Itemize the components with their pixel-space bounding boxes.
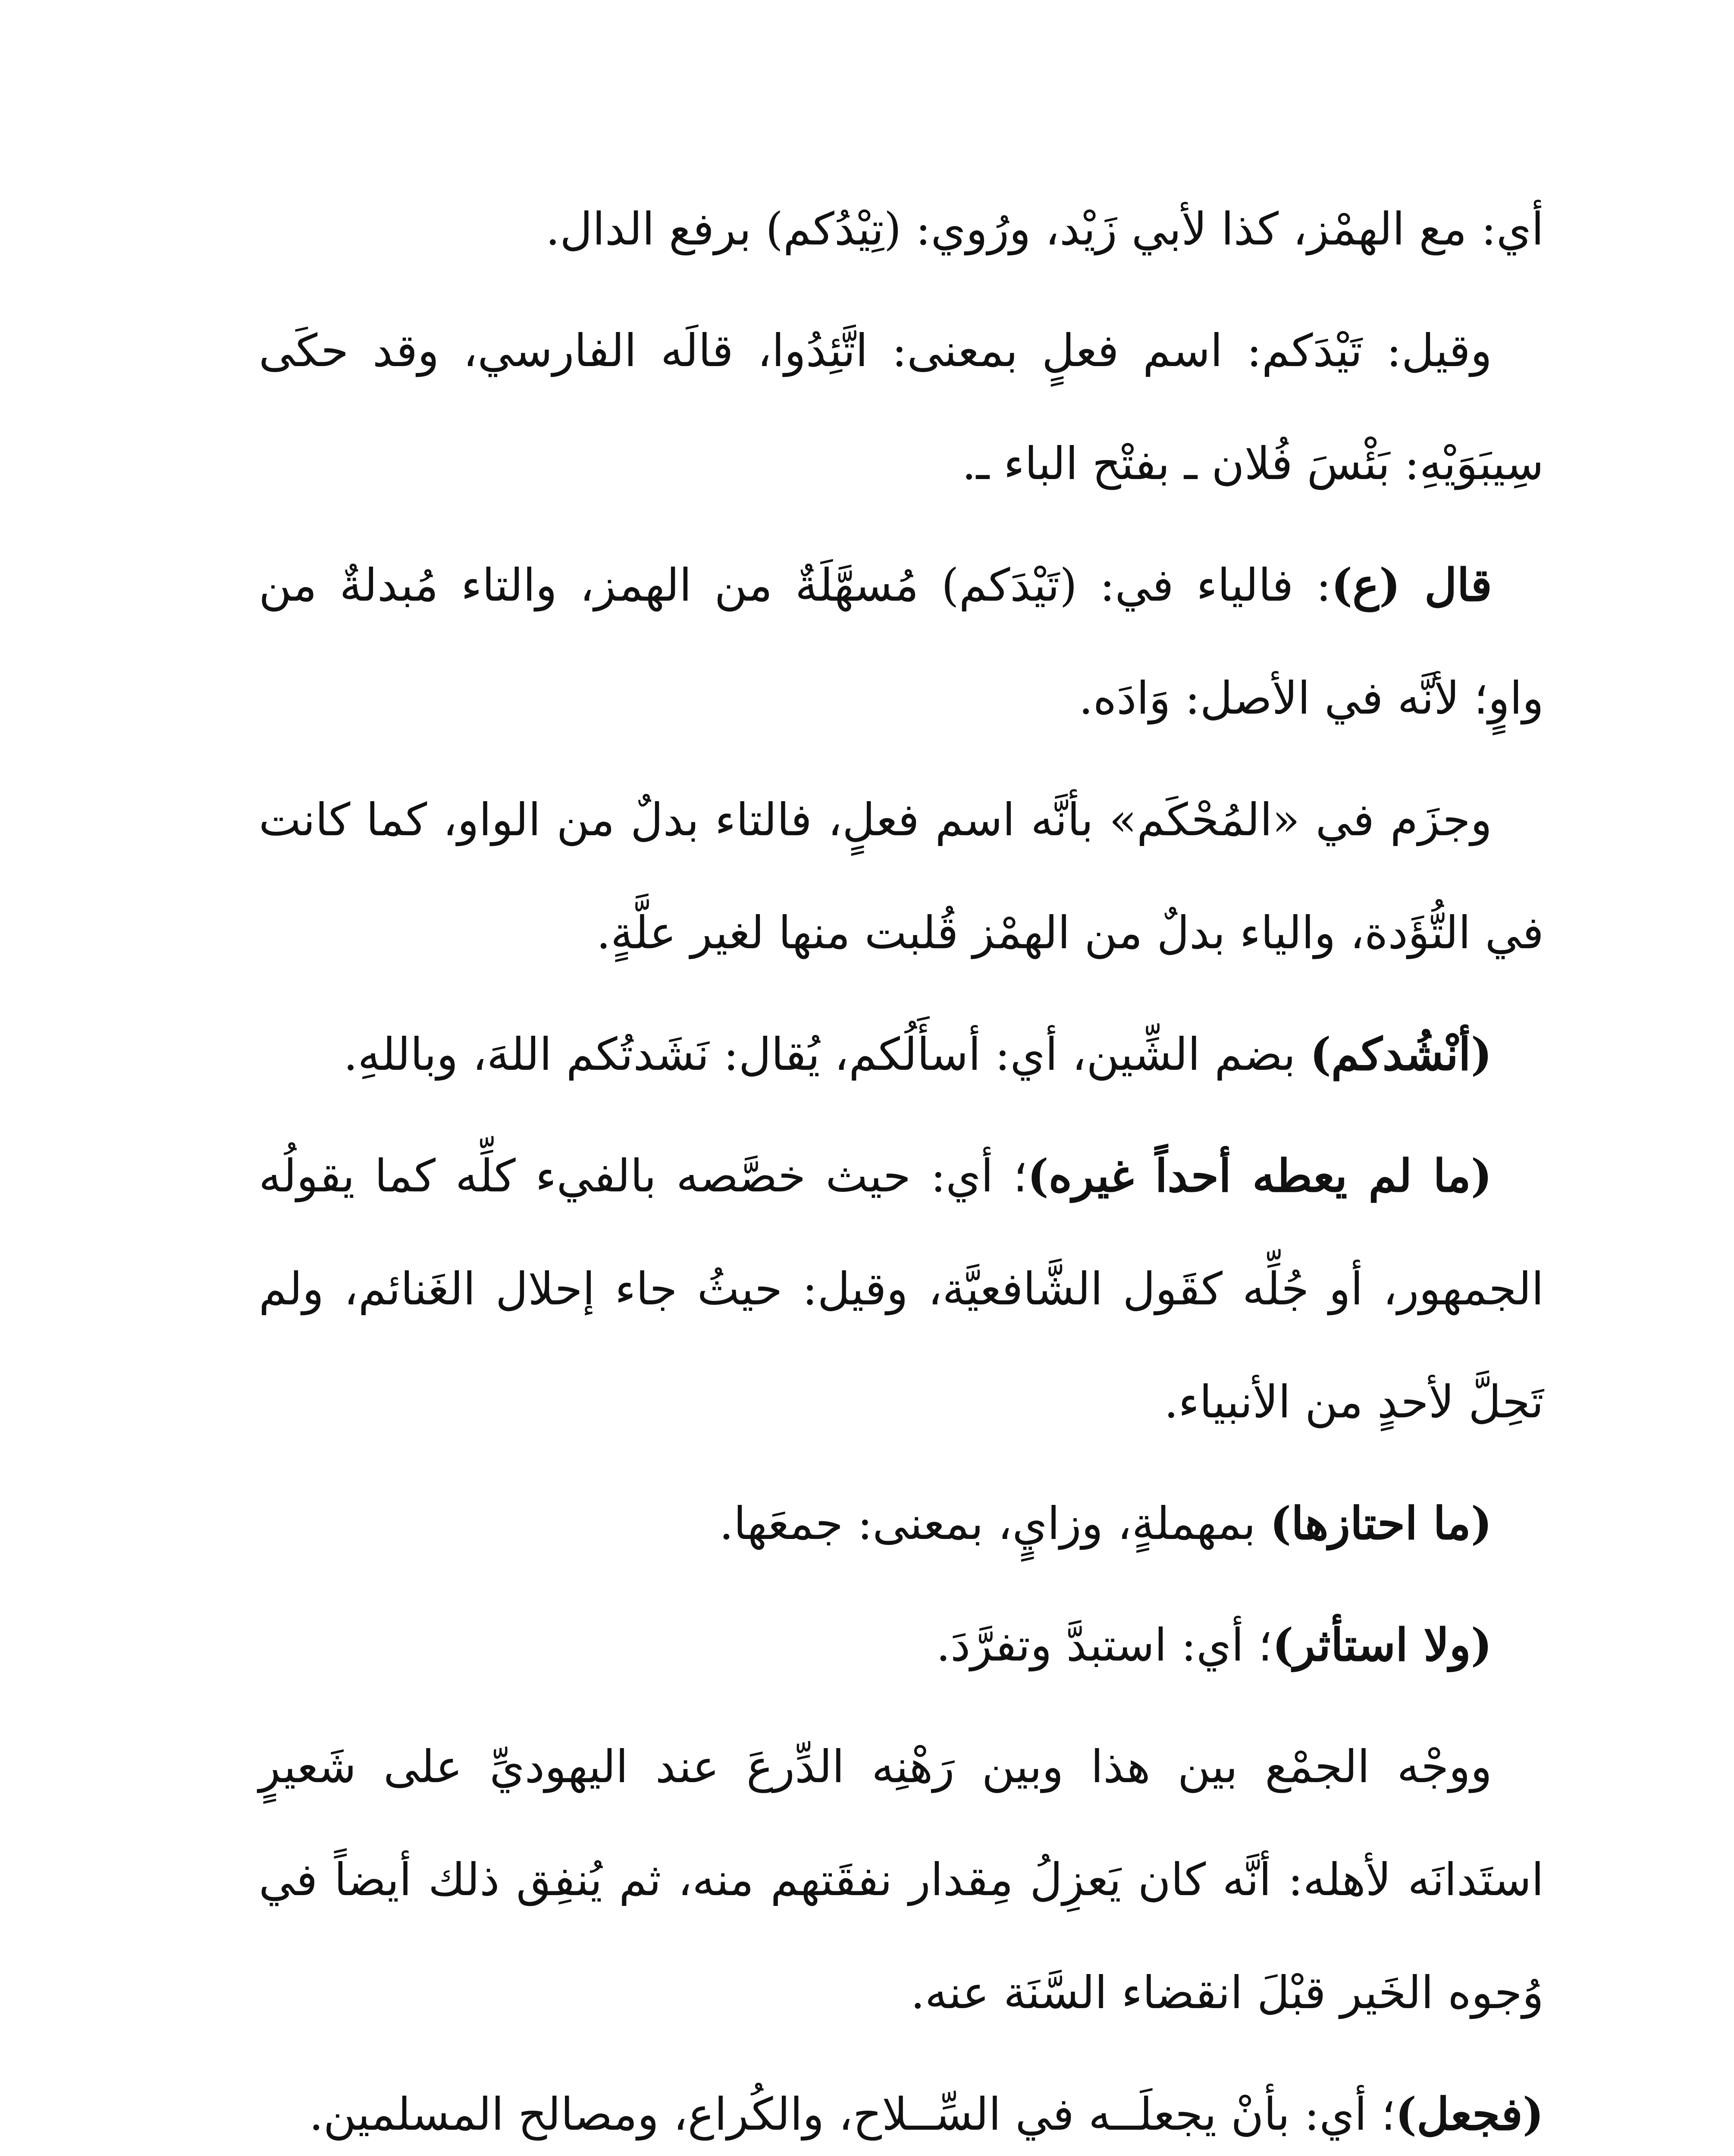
paragraph-2-text: وقيل: تَيْدَكم: اسم فعلٍ بمعنى: اتَّئِدُوا، قالَه الفارسي، وقد حكَى سِيبَوَيْهِ: بَئْسَ فُلان ـ بفتْح الباء ـ. xyxy=(259,324,1544,490)
paragraph-1-text: أي: مع الهمْز، كذا لأبي زَيْد، ورُوي: (تِيْدُكم) برفع الدال. xyxy=(546,203,1544,255)
paragraph-1 xyxy=(259,172,1544,285)
paragraph-3 xyxy=(259,529,1544,755)
paragraph-6-lead: (ما لم يعطه أحداً غيره) xyxy=(1027,1149,1492,1202)
paragraph-6 xyxy=(259,1119,1544,1458)
paragraph-3-lead: قال (ع) xyxy=(1331,558,1493,611)
paragraph-8-lead: (ولا استأثر) xyxy=(1272,1618,1492,1671)
paragraph-7 xyxy=(259,1467,1544,1580)
paragraph-5 xyxy=(259,998,1544,1111)
paragraph-2 xyxy=(259,294,1544,520)
paragraph-4 xyxy=(259,763,1544,989)
paragraph-7-text: بمهملةٍ، وزايٍ، بمعنى: جمعَها. xyxy=(719,1497,1270,1550)
paragraph-10 xyxy=(259,2058,1544,2156)
paragraph-8-text: ؛ أي: استبدَّ وتفرَّدَ. xyxy=(936,1619,1273,1671)
paragraph-9 xyxy=(259,1710,1544,2049)
paragraph-10-lead: (فجعل) xyxy=(1395,2087,1544,2140)
paragraph-5-lead: (أنْشُدكم) xyxy=(1310,1028,1492,1081)
paragraph-10-text: ؛ أي: بأنْ يجعلَــه في السِّــلاح، والكُراع، ومصالح المسلمين. xyxy=(309,2088,1395,2140)
paragraph-4-text: وجزَم في «المُحْكَم» بأنَّه اسم فعلٍ، فالتاء بدلٌ من الواو، كما كانت في التُّؤَدة، والياء بدلٌ من الهمْز قُلبت منها لغير علَّةٍ. xyxy=(259,793,1544,959)
paragraph-6-text: ؛ أي: حيث خصَّصه بالفيء كلِّه كما يقولُه الجمهور، أو جُلِّه كقَول الشَّافعيَّة، وقيل: حيثُ جاء إحلال الغَنائم، ولم تَحِلَّ لأحدٍ من الأنبياء. xyxy=(259,1150,1544,1428)
text-body xyxy=(259,172,1544,2156)
paragraph-8 xyxy=(259,1589,1544,1702)
paragraph-9-text: ووجْه الجمْع بين هذا وبين رَهْنِه الدِّرعَ عند اليهوديِّ على شَعيرٍ استَدانَه لأهله: أنَّه كان يَعزِلُ مِقدار نفقَتهم منه، ثم يُنفِق ذلك أيضاً في وُجوه الخَير قبْلَ انقضاء السَّنَة عنه. xyxy=(259,1740,1544,2019)
paragraph-7-lead: (ما احتازها) xyxy=(1270,1497,1492,1550)
paragraph-3-text: : فالياء في: (تَيْدَكم) مُسهَّلَةٌ من الهمز، والتاء مُبدلةٌ من واوٍ؛ لأنَّه في الأصل: وَادَه. xyxy=(259,559,1544,724)
paragraph-5-text: بضم الشِّين، أي: أسأَلُكم، يُقال: نَشَدتُكم اللهَ، وباللهِ. xyxy=(343,1028,1310,1081)
